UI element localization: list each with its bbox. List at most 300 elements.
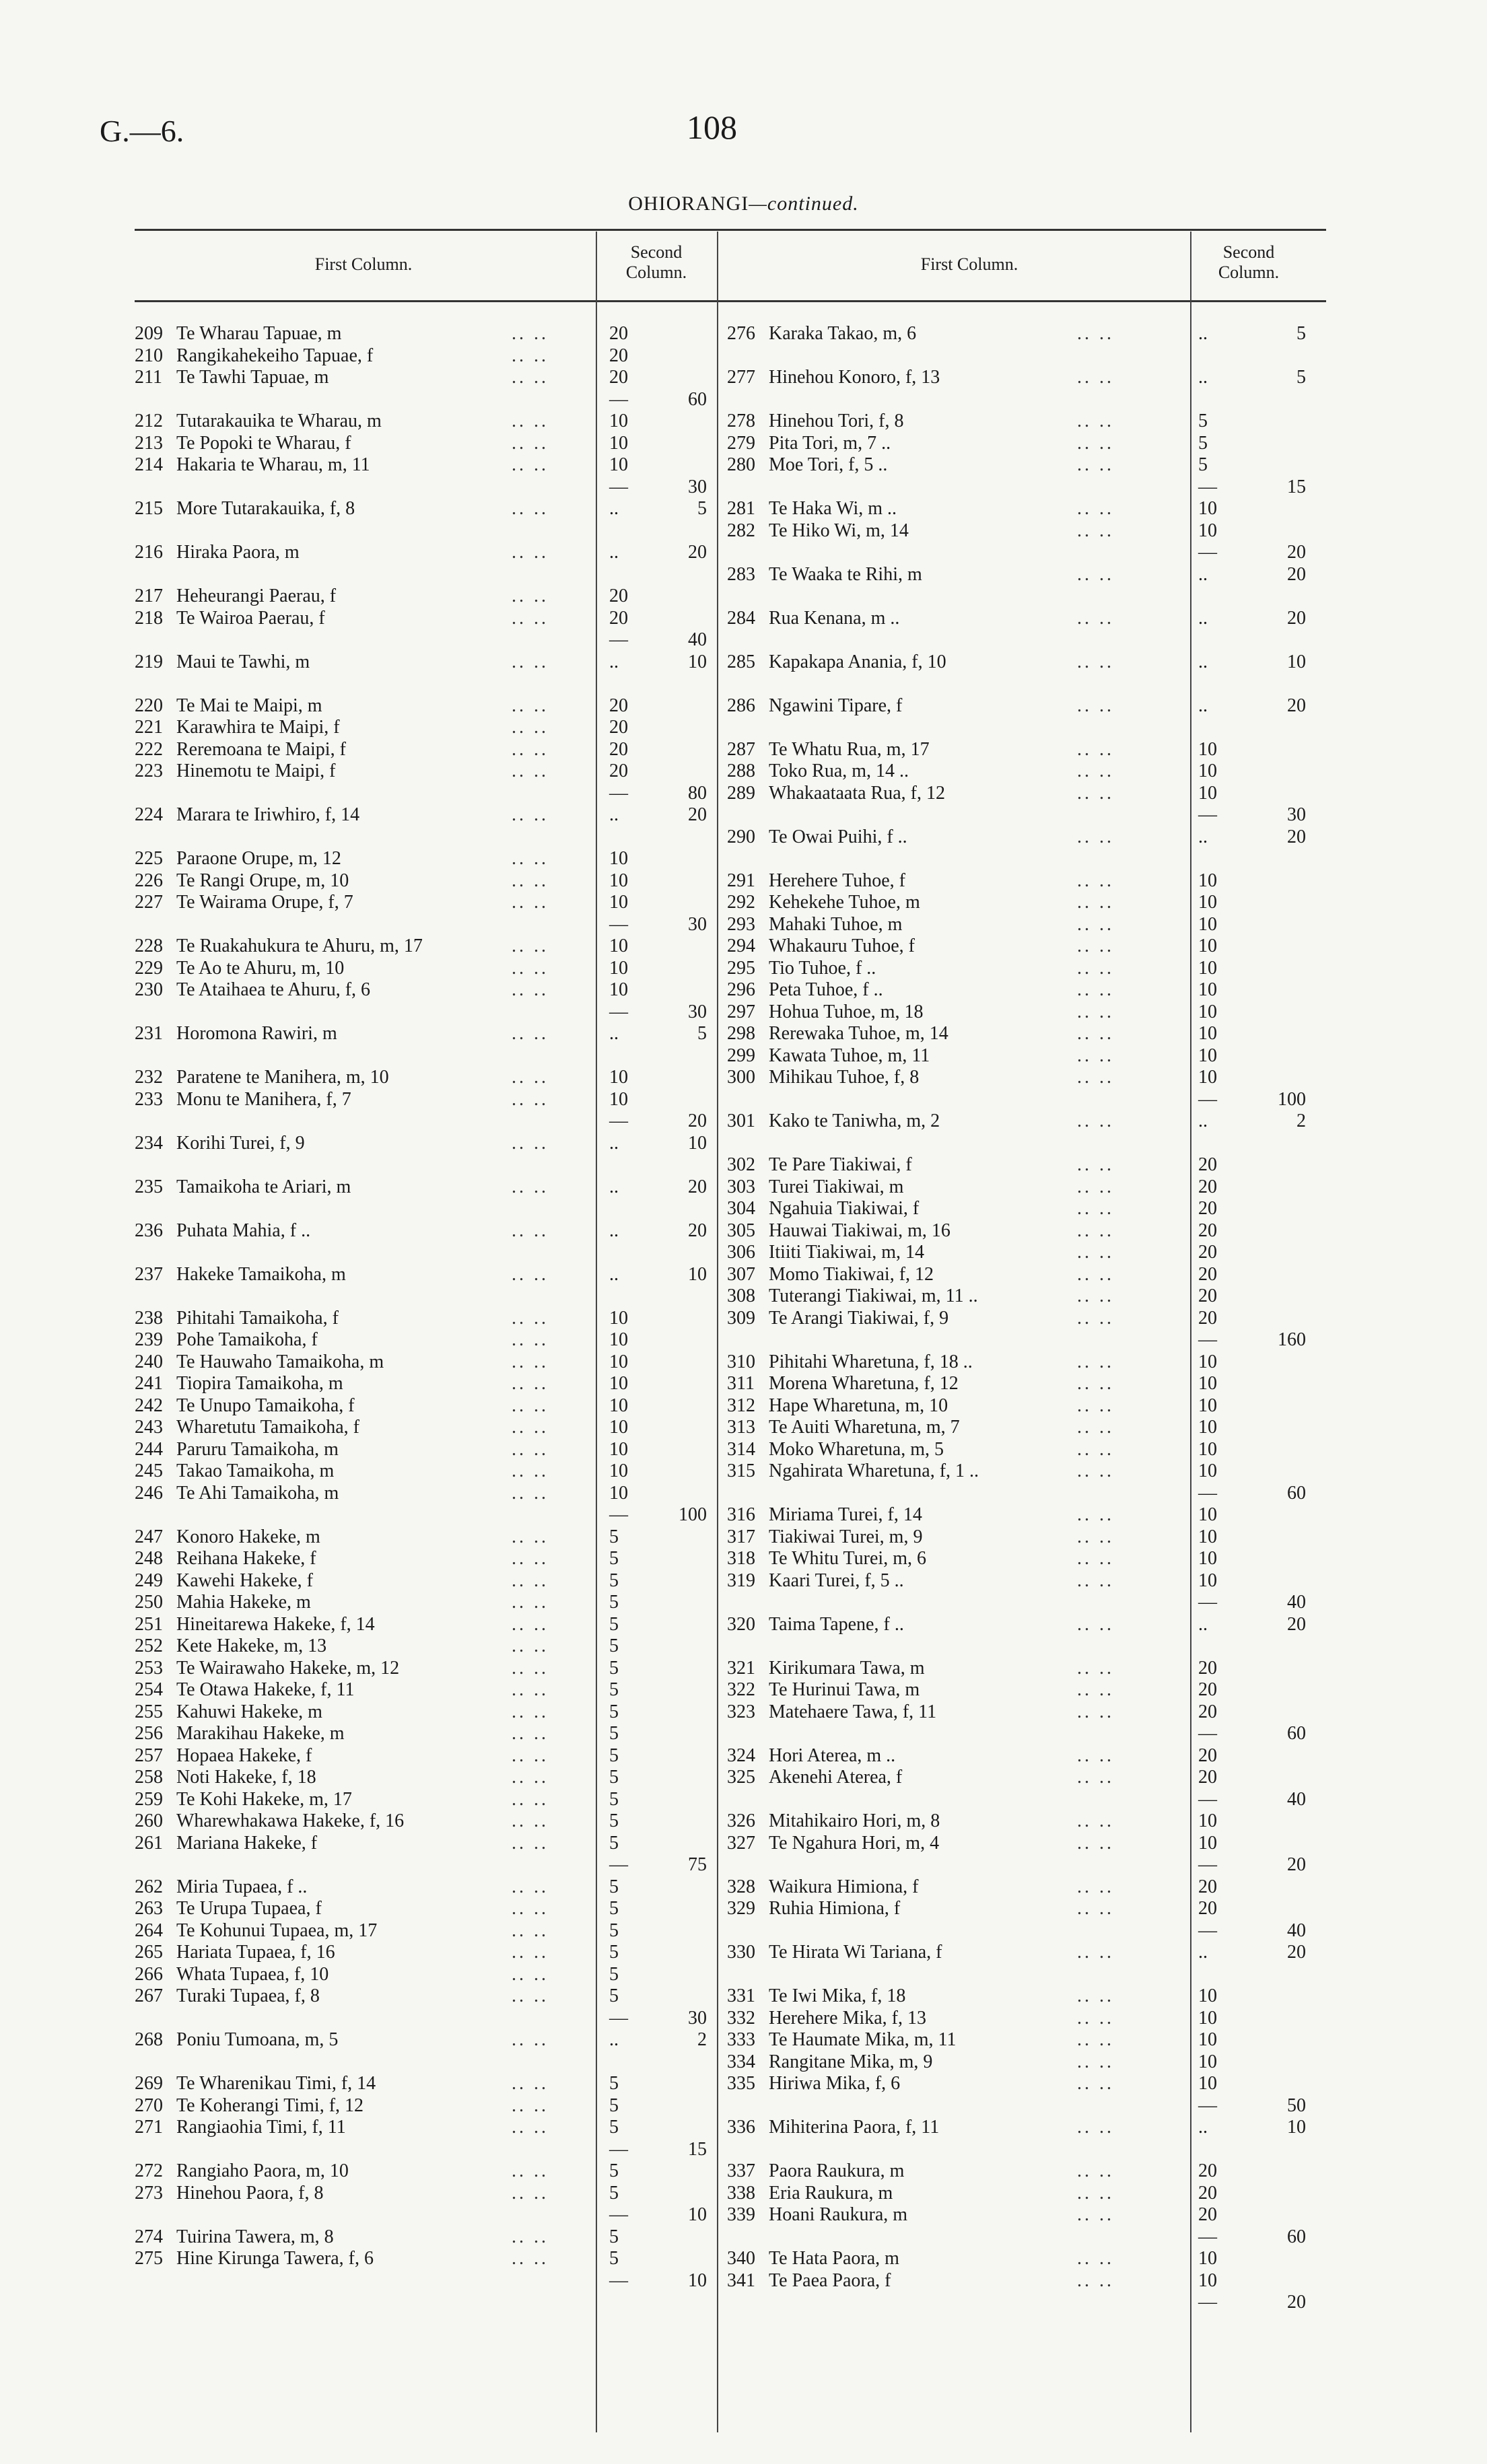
table-row — [727, 1111, 1319, 1133]
entry-number: 335 — [727, 2073, 755, 2094]
first-column-value: 20 — [1198, 1657, 1217, 1679]
leader-dots: .. .. — [1077, 936, 1114, 956]
entry-number: 331 — [727, 1985, 755, 2006]
entry-name: Poniu Tumoana, m, 5 — [176, 2029, 339, 2050]
first-column-value: 20 — [1198, 1198, 1217, 1219]
leader-dots: .. .. — [1077, 2182, 1114, 2204]
first-column-value: — — [1198, 1482, 1217, 1504]
right-second-column-header: Second Column. — [1218, 242, 1280, 282]
leader-dots: .. .. — [512, 1067, 549, 1088]
leader-dots: .. .. — [1077, 1810, 1114, 1831]
entry-number: 301 — [727, 1111, 755, 1131]
entry-name: Hinehou Paora, f, 8 — [176, 2182, 324, 2204]
entry-number: 277 — [727, 367, 755, 388]
entry-number: 286 — [727, 695, 755, 716]
table-row — [135, 564, 720, 586]
table-row — [135, 1089, 720, 1111]
first-column-value: 10 — [609, 454, 628, 475]
first-column-value: 10 — [609, 936, 628, 956]
leader-dots: .. .. — [512, 432, 549, 454]
entry-number: 216 — [135, 542, 163, 563]
first-column-value: 10 — [609, 1395, 628, 1416]
entry-number: 263 — [135, 1898, 163, 1919]
entry-name: Konoro Hakeke, m — [176, 1526, 320, 1547]
first-column-value: 10 — [609, 979, 628, 1000]
leader-dots: .. .. — [1077, 913, 1114, 935]
entry-number: 268 — [135, 2029, 163, 2050]
table-row — [727, 1045, 1319, 1067]
table-row — [727, 1964, 1319, 1986]
leader-dots: .. .. — [512, 1832, 549, 1854]
leader-dots: .. .. — [512, 804, 549, 825]
leader-dots: .. .. — [512, 2248, 549, 2269]
first-column-value: 10 — [1198, 957, 1217, 979]
first-column-value: 10 — [1198, 761, 1217, 781]
entry-name: Herehere Tuhoe, f — [769, 870, 905, 891]
leader-dots: .. .. — [512, 1810, 549, 1831]
table-row — [727, 433, 1319, 455]
first-column-value: — — [609, 476, 628, 497]
leader-dots: .. .. — [1077, 1351, 1114, 1372]
first-column-value: .. — [1198, 651, 1208, 672]
table-row — [135, 1701, 720, 1724]
first-column-value: 20 — [1198, 1263, 1217, 1285]
first-column-value: 10 — [609, 1067, 628, 1088]
first-column-value: 20 — [609, 323, 628, 344]
table-row — [727, 1658, 1319, 1680]
entry-name: Ruhia Himiona, f — [769, 1898, 901, 1919]
entry-number: 238 — [135, 1307, 163, 1329]
entry-number: 210 — [135, 345, 163, 366]
entry-number: 254 — [135, 1679, 163, 1700]
entry-name: Kirikumara Tawa, m — [769, 1657, 925, 1679]
leader-dots: .. .. — [512, 892, 549, 913]
entry-name: Te Wharenikau Timi, f, 14 — [176, 2073, 376, 2094]
table-row — [135, 608, 720, 630]
entry-number: 223 — [135, 761, 163, 781]
leader-dots: .. .. — [1077, 2029, 1114, 2050]
table-row — [135, 1001, 720, 1024]
second-column-value: 5 — [697, 1023, 707, 1044]
second-column-value: 30 — [1287, 804, 1306, 825]
leader-dots: .. .. — [1077, 1417, 1114, 1438]
entry-number: 226 — [135, 870, 163, 891]
first-column-value: 5 — [609, 1679, 619, 1700]
entry-number: 261 — [135, 1832, 163, 1854]
table-row — [727, 1701, 1319, 1724]
first-column-value: 5 — [609, 1942, 619, 1963]
entry-number: 258 — [135, 1767, 163, 1788]
leader-dots: .. .. — [1077, 2269, 1114, 2291]
second-column-value: 20 — [688, 1220, 707, 1241]
table-row — [727, 1570, 1319, 1592]
leader-dots: .. .. — [512, 761, 549, 781]
first-column-value: 10 — [609, 1351, 628, 1372]
table-row — [135, 477, 720, 499]
second-column-value: 80 — [688, 782, 707, 804]
entry-number: 274 — [135, 2226, 163, 2247]
table-row — [727, 1745, 1319, 1767]
leader-dots: .. .. — [1077, 782, 1114, 804]
leader-dots: .. .. — [1077, 1263, 1114, 1285]
leader-dots: .. .. — [1077, 1176, 1114, 1197]
second-column-value: 20 — [1287, 1854, 1306, 1875]
entry-name: Korihi Turei, f, 9 — [176, 1132, 305, 1154]
leader-dots: .. .. — [1077, 1942, 1114, 1963]
table-row — [727, 936, 1319, 958]
entry-name: Wharetutu Tamaikoha, f — [176, 1417, 359, 1438]
first-column-value: 10 — [1198, 1351, 1217, 1372]
leader-dots: .. .. — [512, 1329, 549, 1350]
entry-name: Te Ao te Ahuru, m, 10 — [176, 957, 345, 979]
table-row — [135, 1154, 720, 1176]
first-column-value: .. — [609, 1176, 619, 1197]
first-column-value: .. — [1198, 1942, 1208, 1963]
entry-number: 220 — [135, 695, 163, 716]
table-row — [727, 1635, 1319, 1658]
entry-name: Te Arangi Tiakiwai, f, 9 — [769, 1307, 949, 1329]
entry-name: Hopaea Hakeke, f — [176, 1745, 312, 1766]
entry-name: Te Whitu Turei, m, 6 — [769, 1548, 926, 1569]
entry-name: Eria Raukura, m — [769, 2182, 893, 2204]
leader-dots: .. .. — [512, 542, 549, 563]
entry-name: Paraone Orupe, m, 12 — [176, 848, 341, 869]
entry-number: 298 — [727, 1023, 755, 1044]
first-column-value: 5 — [609, 1526, 619, 1547]
leader-dots: .. .. — [1077, 607, 1114, 629]
first-column-value: 10 — [1198, 1001, 1217, 1022]
first-column-value: 10 — [1198, 2269, 1217, 2291]
entry-number: 318 — [727, 1548, 755, 1569]
entry-number: 325 — [727, 1767, 755, 1788]
leader-dots: .. .. — [512, 695, 549, 716]
entry-name: Moko Wharetuna, m, 5 — [769, 1438, 944, 1460]
table-row — [727, 1876, 1319, 1899]
entry-number: 295 — [727, 957, 755, 979]
table-row — [727, 1089, 1319, 1111]
leader-dots: .. .. — [512, 1263, 549, 1285]
entry-name: Te Owai Puihi, f .. — [769, 826, 907, 847]
leader-dots: .. .. — [1077, 738, 1114, 760]
entry-number: 292 — [727, 892, 755, 913]
table-row — [135, 1964, 720, 1986]
entry-name: Mihiterina Paora, f, 11 — [769, 2117, 940, 2138]
second-column-value: 10 — [688, 2204, 707, 2225]
table-row — [135, 2051, 720, 2074]
entry-name: Morena Wharetuna, f, 12 — [769, 1373, 959, 1394]
first-column-value: — — [1198, 1723, 1217, 1744]
table-row — [135, 1395, 720, 1417]
second-column-value: 20 — [688, 542, 707, 563]
entry-name: Kehekehe Tuhoe, m — [769, 892, 920, 913]
entry-name: Paruru Tamaikoha, m — [176, 1438, 339, 1460]
entry-number: 228 — [135, 936, 163, 956]
entry-name: Te Rangi Orupe, m, 10 — [176, 870, 349, 891]
entry-name: Maui te Tawhi, m — [176, 651, 310, 672]
entry-name: Puhata Mahia, f .. — [176, 1220, 311, 1241]
first-column-value: 20 — [609, 738, 628, 760]
leader-dots: .. .. — [1077, 2117, 1114, 2138]
first-column-value: 10 — [1198, 520, 1217, 541]
leader-dots: .. .. — [512, 1023, 549, 1044]
first-column-value: 5 — [609, 1985, 619, 2006]
first-column-value: 5 — [609, 2117, 619, 2138]
leader-dots: .. .. — [512, 1920, 549, 1941]
entry-number: 221 — [135, 717, 163, 738]
entry-name: Te Wharau Tapuae, m — [176, 323, 342, 344]
leader-dots: .. .. — [512, 367, 549, 388]
table-row — [135, 433, 720, 455]
first-column-value: — — [609, 1504, 628, 1525]
leader-dots: .. .. — [512, 957, 549, 979]
second-column-value: 20 — [1287, 607, 1306, 629]
entry-number: 320 — [727, 1613, 755, 1635]
first-column-value: 10 — [609, 1307, 628, 1329]
entry-name: Te Paea Paora, f — [769, 2269, 891, 2291]
entry-name: Hape Wharetuna, m, 10 — [769, 1395, 948, 1416]
table-row — [135, 2204, 720, 2226]
second-column-value: 20 — [1287, 1942, 1306, 1963]
entry-number: 227 — [135, 892, 163, 913]
second-column-value: 2 — [1296, 1111, 1306, 1131]
table-row — [135, 1658, 720, 1680]
table-row — [727, 958, 1319, 980]
table-row — [135, 1460, 720, 1483]
entry-number: 240 — [135, 1351, 163, 1372]
table-row — [727, 1351, 1319, 1374]
entry-number: 288 — [727, 761, 755, 781]
entry-name: Karaka Takao, m, 6 — [769, 323, 917, 344]
first-column-value: .. — [609, 1263, 619, 1285]
leader-dots: .. .. — [1077, 1876, 1114, 1897]
table-row — [135, 1570, 720, 1592]
entry-name: Tutarakauika te Wharau, m — [176, 411, 382, 431]
entry-number: 338 — [727, 2182, 755, 2204]
entry-number: 209 — [135, 323, 163, 344]
entry-name: Hinehou Konoro, f, 13 — [769, 367, 940, 388]
table-row — [135, 1439, 720, 1461]
first-column-value: 20 — [1198, 1154, 1217, 1175]
leader-dots: .. .. — [512, 454, 549, 475]
leader-dots: .. .. — [512, 1635, 549, 1656]
table-row — [135, 1614, 720, 1636]
entry-number: 229 — [135, 957, 163, 979]
entry-name: Te Waaka te Rihi, m — [769, 563, 922, 585]
table-row — [135, 323, 720, 345]
leader-dots: .. .. — [512, 1417, 549, 1438]
entry-number: 225 — [135, 848, 163, 869]
leader-dots: .. .. — [512, 1570, 549, 1591]
entry-number: 212 — [135, 411, 163, 431]
first-column-value: 10 — [1198, 1395, 1217, 1416]
table-row — [727, 1329, 1319, 1351]
first-column-value: .. — [609, 2029, 619, 2050]
entry-name: Rerewaka Tuhoe, m, 14 — [769, 1023, 948, 1044]
table-row — [135, 1308, 720, 1330]
table-row — [727, 345, 1319, 367]
first-column-value: 10 — [1198, 738, 1217, 760]
entry-name: Te Hurinui Tawa, m — [769, 1679, 920, 1700]
table-row — [135, 1679, 720, 1701]
table-row — [135, 454, 720, 477]
leader-dots: .. .. — [512, 345, 549, 366]
entry-number: 336 — [727, 2117, 755, 2138]
entry-number: 328 — [727, 1876, 755, 1897]
entry-name: Ngahuia Tiakiwai, f — [769, 1198, 920, 1219]
table-row — [135, 1876, 720, 1899]
table-row — [727, 761, 1319, 783]
leader-dots: .. .. — [1077, 1504, 1114, 1525]
entry-number: 247 — [135, 1526, 163, 1547]
table-row — [727, 1308, 1319, 1330]
table-row — [727, 1001, 1319, 1024]
entry-number: 308 — [727, 1286, 755, 1306]
entry-name: Te Iwi Mika, f, 18 — [769, 1985, 906, 2006]
entry-number: 340 — [727, 2248, 755, 2269]
table-row — [727, 826, 1319, 849]
table-row — [135, 367, 720, 389]
entry-number: 243 — [135, 1417, 163, 1438]
entry-name: More Tutarakauika, f, 8 — [176, 498, 355, 519]
entry-name: Te Wairama Orupe, f, 7 — [176, 892, 353, 913]
first-column-value: 5 — [609, 1745, 619, 1766]
table-row — [135, 345, 720, 367]
leader-dots: .. .. — [512, 411, 549, 431]
entry-number: 296 — [727, 979, 755, 1000]
table-row — [135, 717, 720, 739]
census-columns — [0, 323, 1487, 2396]
entry-name: Reihana Hakeke, f — [176, 1548, 316, 1569]
entry-number: 270 — [135, 2095, 163, 2116]
second-column-value: 40 — [1287, 1788, 1306, 1810]
table-row — [727, 2117, 1319, 2139]
leader-dots: .. .. — [1077, 367, 1114, 388]
second-column-value: 5 — [1296, 367, 1306, 388]
table-row — [727, 870, 1319, 892]
second-column-value: 160 — [1278, 1329, 1306, 1350]
leader-dots: .. .. — [512, 2160, 549, 2181]
entry-number: 276 — [727, 323, 755, 344]
table-row — [727, 498, 1319, 520]
page-number: 108 — [687, 108, 737, 146]
leader-dots: .. .. — [512, 1613, 549, 1635]
leader-dots: .. .. — [1077, 695, 1114, 716]
table-row — [727, 1985, 1319, 2008]
leader-dots: .. .. — [512, 1482, 549, 1504]
entry-number: 317 — [727, 1526, 755, 1547]
first-column-value: — — [1198, 542, 1217, 563]
table-row — [135, 673, 720, 695]
first-column-value: 10 — [609, 1438, 628, 1460]
entry-number: 305 — [727, 1220, 755, 1241]
entry-number: 260 — [135, 1810, 163, 1831]
entry-number: 278 — [727, 411, 755, 431]
first-column-value: 5 — [609, 2160, 619, 2181]
second-column-value: 5 — [697, 498, 707, 519]
table-row — [135, 1176, 720, 1199]
entry-name: Hoani Raukura, m — [769, 2204, 908, 2225]
entry-number: 293 — [727, 913, 755, 935]
entry-number: 303 — [727, 1176, 755, 1197]
leader-dots: .. .. — [512, 1220, 549, 1241]
table-row — [135, 498, 720, 520]
first-column-value: 20 — [609, 717, 628, 738]
left-second-column-header: Second Column. — [625, 242, 687, 282]
header-bottom-rule — [135, 300, 1326, 302]
first-column-value: 5 — [609, 2182, 619, 2204]
first-column-value: 20 — [1198, 1220, 1217, 1241]
table-row — [727, 1417, 1319, 1439]
entry-number: 327 — [727, 1832, 755, 1854]
entry-name: Te Hata Paora, m — [769, 2248, 899, 2269]
leader-dots: .. .. — [512, 651, 549, 672]
leader-dots: .. .. — [512, 1460, 549, 1481]
first-column-value: 10 — [609, 432, 628, 454]
entry-number: 242 — [135, 1395, 163, 1416]
entry-name: Rangiaohia Timi, f, 11 — [176, 2117, 346, 2138]
entry-name: Pihitahi Wharetuna, f, 18 .. — [769, 1351, 973, 1372]
second-column-value: 5 — [1296, 323, 1306, 344]
table-row — [727, 1592, 1319, 1614]
entry-number: 291 — [727, 870, 755, 891]
table-row — [727, 2226, 1319, 2249]
table-row — [135, 783, 720, 805]
table-row — [135, 629, 720, 652]
table-row — [135, 1351, 720, 1374]
leader-dots: .. .. — [1077, 1286, 1114, 1306]
entry-name: Miriama Turei, f, 14 — [769, 1504, 922, 1525]
table-row — [727, 2183, 1319, 2205]
first-column-value: 10 — [1198, 870, 1217, 891]
table-row — [727, 564, 1319, 586]
entry-name: Tuterangi Tiakiwai, m, 11 .. — [769, 1286, 978, 1306]
entry-name: Pohe Tamaikoha, f — [176, 1329, 318, 1350]
first-column-value: — — [1198, 2292, 1217, 2313]
entry-number: 266 — [135, 1963, 163, 1985]
entry-name: Whata Tupaea, f, 10 — [176, 1963, 329, 1985]
leader-dots: .. .. — [1077, 1220, 1114, 1241]
entry-name: Ngahirata Wharetuna, f, 1 .. — [769, 1460, 979, 1481]
first-column-value: — — [609, 2007, 628, 2029]
table-row — [135, 739, 720, 761]
table-row — [727, 2051, 1319, 2074]
entry-name: Paratene te Manihera, m, 10 — [176, 1067, 389, 1088]
first-column-value: 10 — [1198, 936, 1217, 956]
first-column-value: — — [1198, 1329, 1217, 1350]
first-column-value: 20 — [1198, 1767, 1217, 1788]
entry-name: Te Kohi Hakeke, m, 17 — [176, 1788, 352, 1810]
entry-name: Te Popoki te Wharau, f — [176, 432, 351, 454]
entry-name: Turaki Tupaea, f, 8 — [176, 1985, 320, 2006]
leader-dots: .. .. — [512, 1132, 549, 1154]
first-column-value: 10 — [1198, 2007, 1217, 2029]
leader-dots: .. .. — [512, 2117, 549, 2138]
entry-number: 219 — [135, 651, 163, 672]
first-column-value: 5 — [609, 1657, 619, 1679]
table-row — [135, 1985, 720, 2008]
entry-name: Hohua Tuhoe, m, 18 — [769, 1001, 924, 1022]
entry-name: Taima Tapene, f .. — [769, 1613, 904, 1635]
table-row — [727, 2160, 1319, 2183]
entry-name: Mihikau Tuhoe, f, 8 — [769, 1067, 920, 1088]
table-row — [727, 1504, 1319, 1526]
first-column-value: — — [1198, 1088, 1217, 1110]
table-row — [727, 1373, 1319, 1395]
entry-number: 222 — [135, 738, 163, 760]
entry-name: Mahia Hakeke, m — [176, 1592, 311, 1613]
table-row — [727, 1286, 1319, 1308]
table-row — [727, 1723, 1319, 1745]
